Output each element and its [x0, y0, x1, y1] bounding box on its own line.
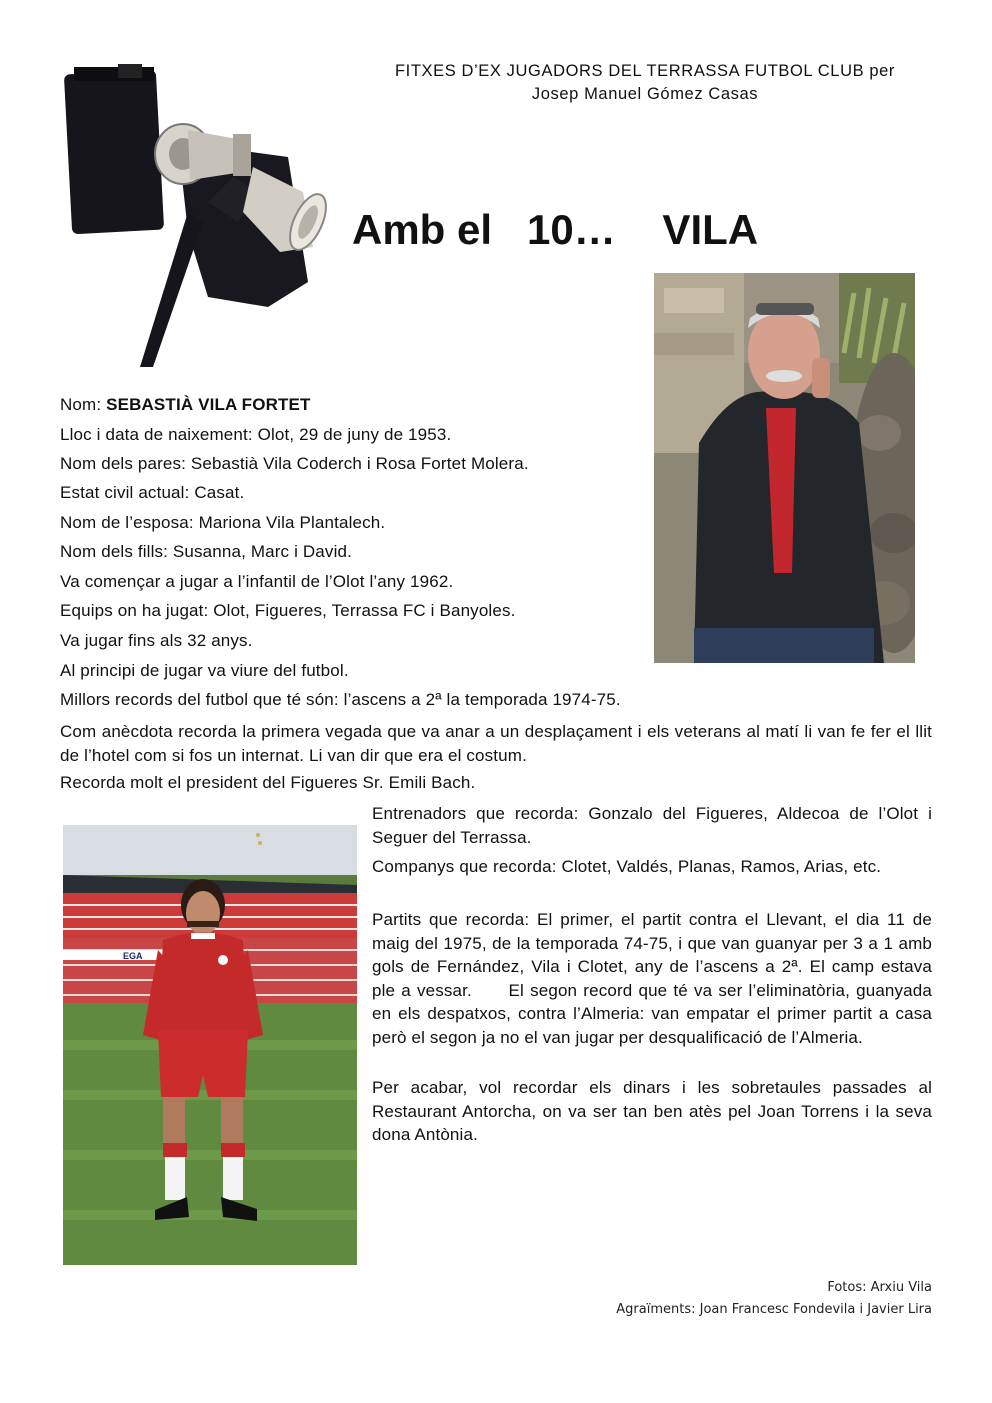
closing-paragraph: Per acabar, vol recordar els dinars i les sobretaules passades al Restaurant Antorcha, on va ser tan ben atès pel Joan Torrens i la seva dona Antònia. — [372, 1078, 932, 1144]
bio-name — [60, 394, 311, 416]
bio-children: Nom dels fills: Susanna, Marc i David. — [60, 542, 352, 561]
recent-portrait-photo — [654, 273, 915, 663]
bio-president: Recorda molt el president del Figueres Sr. Emili Bach. — [60, 773, 476, 792]
stadium-sign: EGA — [123, 951, 143, 961]
bio-start: Va començar a jugar a l’infantil de l’Olot l’any 1962. — [60, 572, 454, 591]
acknowledgements: Agraïments: Joan Francesc Fondevila i Javier Lira — [616, 1302, 932, 1317]
header-line-1: FITXES D’EX JUGADORS DEL TERRASSA FUTBOL CLUB per — [394, 62, 896, 80]
bio-best-memories: Millors records del futbol que té són: l’ascens a 2ª la temporada 1974-75. — [60, 690, 621, 709]
bio-until: Va jugar fins als 32 anys. — [60, 631, 253, 650]
photo-credit: Fotos: Arxiu Vila — [827, 1280, 932, 1295]
bio-parents: Nom dels pares: Sebastià Vila Coderch i Rosa Fortet Molera. — [60, 454, 529, 473]
loudspeaker-logo — [58, 62, 343, 372]
matches-paragraph: Partits que recorda: El primer, el partit contra el Llevant, el dia 11 de maig del 1975, de la temporada 74-75, i que van guanyar per 3 a 1 amb gols de Fernández, Vila i Clotet, any de l’ascens a 2ª. El camp estava ple a vessar. El segon record que té va ser l’eliminatòria, guanyada en els despatxos, contra l’Almeria: van empatar el primer partit a casa però el segon ja no el van jugar per desqualificació de l’Almeria. — [372, 910, 937, 1047]
bio-living: Al principi de jugar va viure del futbol. — [60, 661, 349, 680]
teammates-paragraph: Companys que recorda: Clotet, Valdés, Planas, Ramos, Arias, etc. — [372, 857, 882, 876]
name-value: SEBASTIÀ VILA FORTET — [106, 395, 311, 414]
header-line-2: Josep Manuel Gómez Casas — [531, 85, 759, 103]
bio-civil-status: Estat civil actual: Casat. — [60, 483, 245, 502]
bio-teams: Equips on ha jugat: Olot, Figueres, Terrassa FC i Banyoles. — [60, 601, 516, 620]
page-title: Amb el 10… VILA — [352, 206, 759, 253]
name-label: Nom: — [60, 395, 107, 414]
bio-wife: Nom de l’esposa: Mariona Vila Plantalech. — [60, 513, 386, 532]
bio-anecdote: Com anècdota recorda la primera vegada que va anar a un desplaçament i els veterans al matí li van fe fer el llit de l’hotel com si fos un internat. Li van dir que era el costum. — [60, 722, 932, 765]
vintage-player-photo — [63, 825, 357, 1265]
coaches-paragraph: Entrenadors que recorda: Gonzalo del Figueres, Aldecoa de l’Olot i Seguer del Terrassa. — [372, 804, 932, 847]
bio-birth: Lloc i data de naixement: Olot, 29 de juny de 1953. — [60, 425, 452, 444]
